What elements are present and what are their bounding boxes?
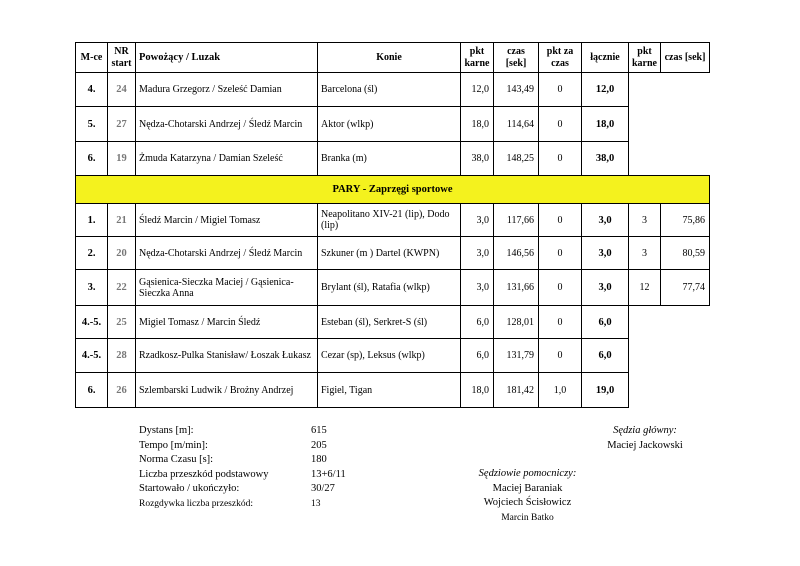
stat-label: Rozgdywka liczba przeszkód: bbox=[139, 498, 253, 509]
table-row bbox=[76, 73, 710, 107]
time-penalty-cell: 0 bbox=[539, 270, 582, 306]
place-cell: 4. bbox=[76, 73, 108, 107]
horses-cell: Aktor (wlkp) bbox=[318, 107, 461, 142]
table-row bbox=[76, 373, 710, 408]
table-row bbox=[76, 339, 710, 373]
time-2-cell: 75,86 bbox=[661, 204, 710, 237]
table-row bbox=[76, 142, 710, 176]
header-row bbox=[76, 43, 710, 73]
stat-label: Startowało / ukończyło: bbox=[139, 483, 240, 494]
total-cell: 3,0 bbox=[582, 237, 629, 270]
place-cell: 6. bbox=[76, 373, 108, 408]
time-cell: 131,66 bbox=[494, 270, 539, 306]
horses-cell: Neapolitano XIV-21 (lip), Dodo (lip) bbox=[318, 204, 461, 237]
penalty-cell: 6,0 bbox=[461, 339, 494, 373]
horses-cell: Esteban (śl), Serkret-S (śl) bbox=[318, 306, 461, 339]
total-cell: 3,0 bbox=[582, 204, 629, 237]
nr-cell: 26 bbox=[108, 373, 136, 408]
stat-row bbox=[139, 482, 346, 497]
horses-cell: Szkuner (m ) Dartel (KWPN) bbox=[318, 237, 461, 270]
total-cell: 6,0 bbox=[582, 339, 629, 373]
penalty-cell: 3,0 bbox=[461, 204, 494, 237]
total-cell: 3,0 bbox=[582, 270, 629, 306]
total-cell: 38,0 bbox=[582, 142, 629, 176]
stat-label: Tempo [m/min]: bbox=[139, 439, 208, 451]
driver-cell: Migiel Tomasz / Marcin Śledź bbox=[136, 306, 318, 339]
time-cell: 117,66 bbox=[494, 204, 539, 237]
stat-row bbox=[139, 468, 346, 483]
stat-row bbox=[139, 497, 346, 512]
stat-value: 205 bbox=[311, 439, 327, 451]
total-cell: 6,0 bbox=[582, 306, 629, 339]
time-penalty-cell: 0 bbox=[539, 339, 582, 373]
stat-value: 13 bbox=[311, 498, 321, 509]
time-penalty-cell: 0 bbox=[539, 204, 582, 237]
nr-cell: 25 bbox=[108, 306, 136, 339]
total-cell: 12,0 bbox=[582, 73, 629, 107]
assistant-judge-name: Marcin Batko bbox=[501, 512, 554, 523]
col-header-horses: Konie bbox=[318, 43, 461, 73]
assistant-judges-block bbox=[460, 467, 595, 525]
penalty-2-cell: 12 bbox=[629, 270, 661, 306]
col-header-penalty: pkt karne bbox=[461, 43, 494, 73]
time-cell: 128,01 bbox=[494, 306, 539, 339]
driver-cell: Śledź Marcin / Migiel Tomasz bbox=[136, 204, 318, 237]
table-row bbox=[76, 107, 710, 142]
total-cell: 18,0 bbox=[582, 107, 629, 142]
nr-cell: 19 bbox=[108, 142, 136, 176]
chief-judge-name: Maciej Jackowski bbox=[607, 439, 683, 451]
driver-cell: Żmuda Katarzyna / Damian Szeleść bbox=[136, 142, 318, 176]
time-penalty-cell: 0 bbox=[539, 306, 582, 339]
place-cell: 4.-5. bbox=[76, 339, 108, 373]
penalty-cell: 3,0 bbox=[461, 237, 494, 270]
col-header-driver: Powożący / Luzak bbox=[136, 43, 318, 73]
driver-cell: Madura Grzegorz / Szeleść Damian bbox=[136, 73, 318, 107]
col-header-time-penalty: pkt za czas bbox=[539, 43, 582, 73]
empty-cell bbox=[629, 73, 710, 176]
place-cell: 5. bbox=[76, 107, 108, 142]
place-cell: 6. bbox=[76, 142, 108, 176]
horses-cell: Branka (m) bbox=[318, 142, 461, 176]
time-cell: 148,25 bbox=[494, 142, 539, 176]
time-cell: 143,49 bbox=[494, 73, 539, 107]
total-cell: 19,0 bbox=[582, 373, 629, 408]
time-penalty-cell: 0 bbox=[539, 73, 582, 107]
chief-judge-title: Sędzia główny: bbox=[613, 425, 677, 436]
place-cell: 4.-5. bbox=[76, 306, 108, 339]
penalty-cell: 12,0 bbox=[461, 73, 494, 107]
table-row bbox=[76, 306, 710, 339]
driver-cell: Gąsienica-Sieczka Maciej / Gąsienica-Sieczka Anna bbox=[136, 270, 318, 306]
place-cell: 3. bbox=[76, 270, 108, 306]
penalty-cell: 3,0 bbox=[461, 270, 494, 306]
col-header-time: czas [sek] bbox=[494, 43, 539, 73]
stat-value: 30/27 bbox=[311, 483, 335, 494]
col-header-total: łącznie bbox=[582, 43, 629, 73]
time-cell: 181,42 bbox=[494, 373, 539, 408]
stat-label: Dystans [m]: bbox=[139, 425, 194, 436]
penalty-cell: 38,0 bbox=[461, 142, 494, 176]
col-header-place: M-ce bbox=[76, 43, 108, 73]
col-header-nr: NR start bbox=[108, 43, 136, 73]
assistant-judges-title: Sędziowie pomocniczy: bbox=[478, 468, 577, 479]
driver-cell: Nędza-Chotarski Andrzej / Śledź Marcin bbox=[136, 237, 318, 270]
stat-row bbox=[139, 439, 346, 454]
horses-cell: Cezar (sp), Leksus (wlkp) bbox=[318, 339, 461, 373]
horses-cell: Figiel, Tigan bbox=[318, 373, 461, 408]
driver-cell: Nędza-Chotarski Andrzej / Śledź Marcin bbox=[136, 107, 318, 142]
assistant-judge-name: Wojciech Ścisłowicz bbox=[483, 497, 572, 508]
section-title: PARY - Zaprzęgi sportowe bbox=[76, 176, 710, 204]
penalty-2-cell: 3 bbox=[629, 204, 661, 237]
penalty-cell: 6,0 bbox=[461, 306, 494, 339]
table-row bbox=[76, 270, 710, 306]
chief-judge-block bbox=[590, 424, 700, 453]
section-row bbox=[76, 176, 710, 204]
time-2-cell: 80,59 bbox=[661, 237, 710, 270]
time-penalty-cell: 0 bbox=[539, 142, 582, 176]
stat-value: 13+6/11 bbox=[311, 468, 346, 480]
nr-cell: 20 bbox=[108, 237, 136, 270]
time-cell: 131,79 bbox=[494, 339, 539, 373]
time-penalty-cell: 0 bbox=[539, 107, 582, 142]
stat-label: Norma Czasu [s]: bbox=[139, 454, 214, 465]
nr-cell: 21 bbox=[108, 204, 136, 237]
col-header-time-2: czas [sek] bbox=[661, 43, 710, 73]
nr-cell: 24 bbox=[108, 73, 136, 107]
table-row bbox=[76, 204, 710, 237]
results-table bbox=[75, 42, 710, 408]
penalty-cell: 18,0 bbox=[461, 373, 494, 408]
stat-value: 180 bbox=[311, 454, 327, 465]
time-cell: 114,64 bbox=[494, 107, 539, 142]
assistant-judge-name: Maciej Baraniak bbox=[492, 482, 563, 494]
driver-cell: Szlembarski Ludwik / Brożny Andrzej bbox=[136, 373, 318, 408]
time-cell: 146,56 bbox=[494, 237, 539, 270]
place-cell: 1. bbox=[76, 204, 108, 237]
time-penalty-cell: 0 bbox=[539, 237, 582, 270]
table-row bbox=[76, 237, 710, 270]
stat-label: Liczba przeszkód podstawowy bbox=[139, 468, 269, 480]
penalty-2-cell: 3 bbox=[629, 237, 661, 270]
stats-block bbox=[139, 424, 346, 511]
nr-cell: 22 bbox=[108, 270, 136, 306]
horses-cell: Barcelona (śl) bbox=[318, 73, 461, 107]
time-2-cell: 77,74 bbox=[661, 270, 710, 306]
nr-cell: 28 bbox=[108, 339, 136, 373]
nr-cell: 27 bbox=[108, 107, 136, 142]
driver-cell: Rzadkosz-Pulka Stanisław/ Łoszak Łukasz bbox=[136, 339, 318, 373]
horses-cell: Brylant (śl), Ratafia (wlkp) bbox=[318, 270, 461, 306]
place-cell: 2. bbox=[76, 237, 108, 270]
col-header-penalty-2: pkt karne bbox=[629, 43, 661, 73]
penalty-cell: 18,0 bbox=[461, 107, 494, 142]
stat-value: 615 bbox=[311, 425, 327, 436]
time-penalty-cell: 1,0 bbox=[539, 373, 582, 408]
empty-cell bbox=[629, 306, 710, 408]
stat-row bbox=[139, 424, 346, 439]
stat-row bbox=[139, 453, 346, 468]
